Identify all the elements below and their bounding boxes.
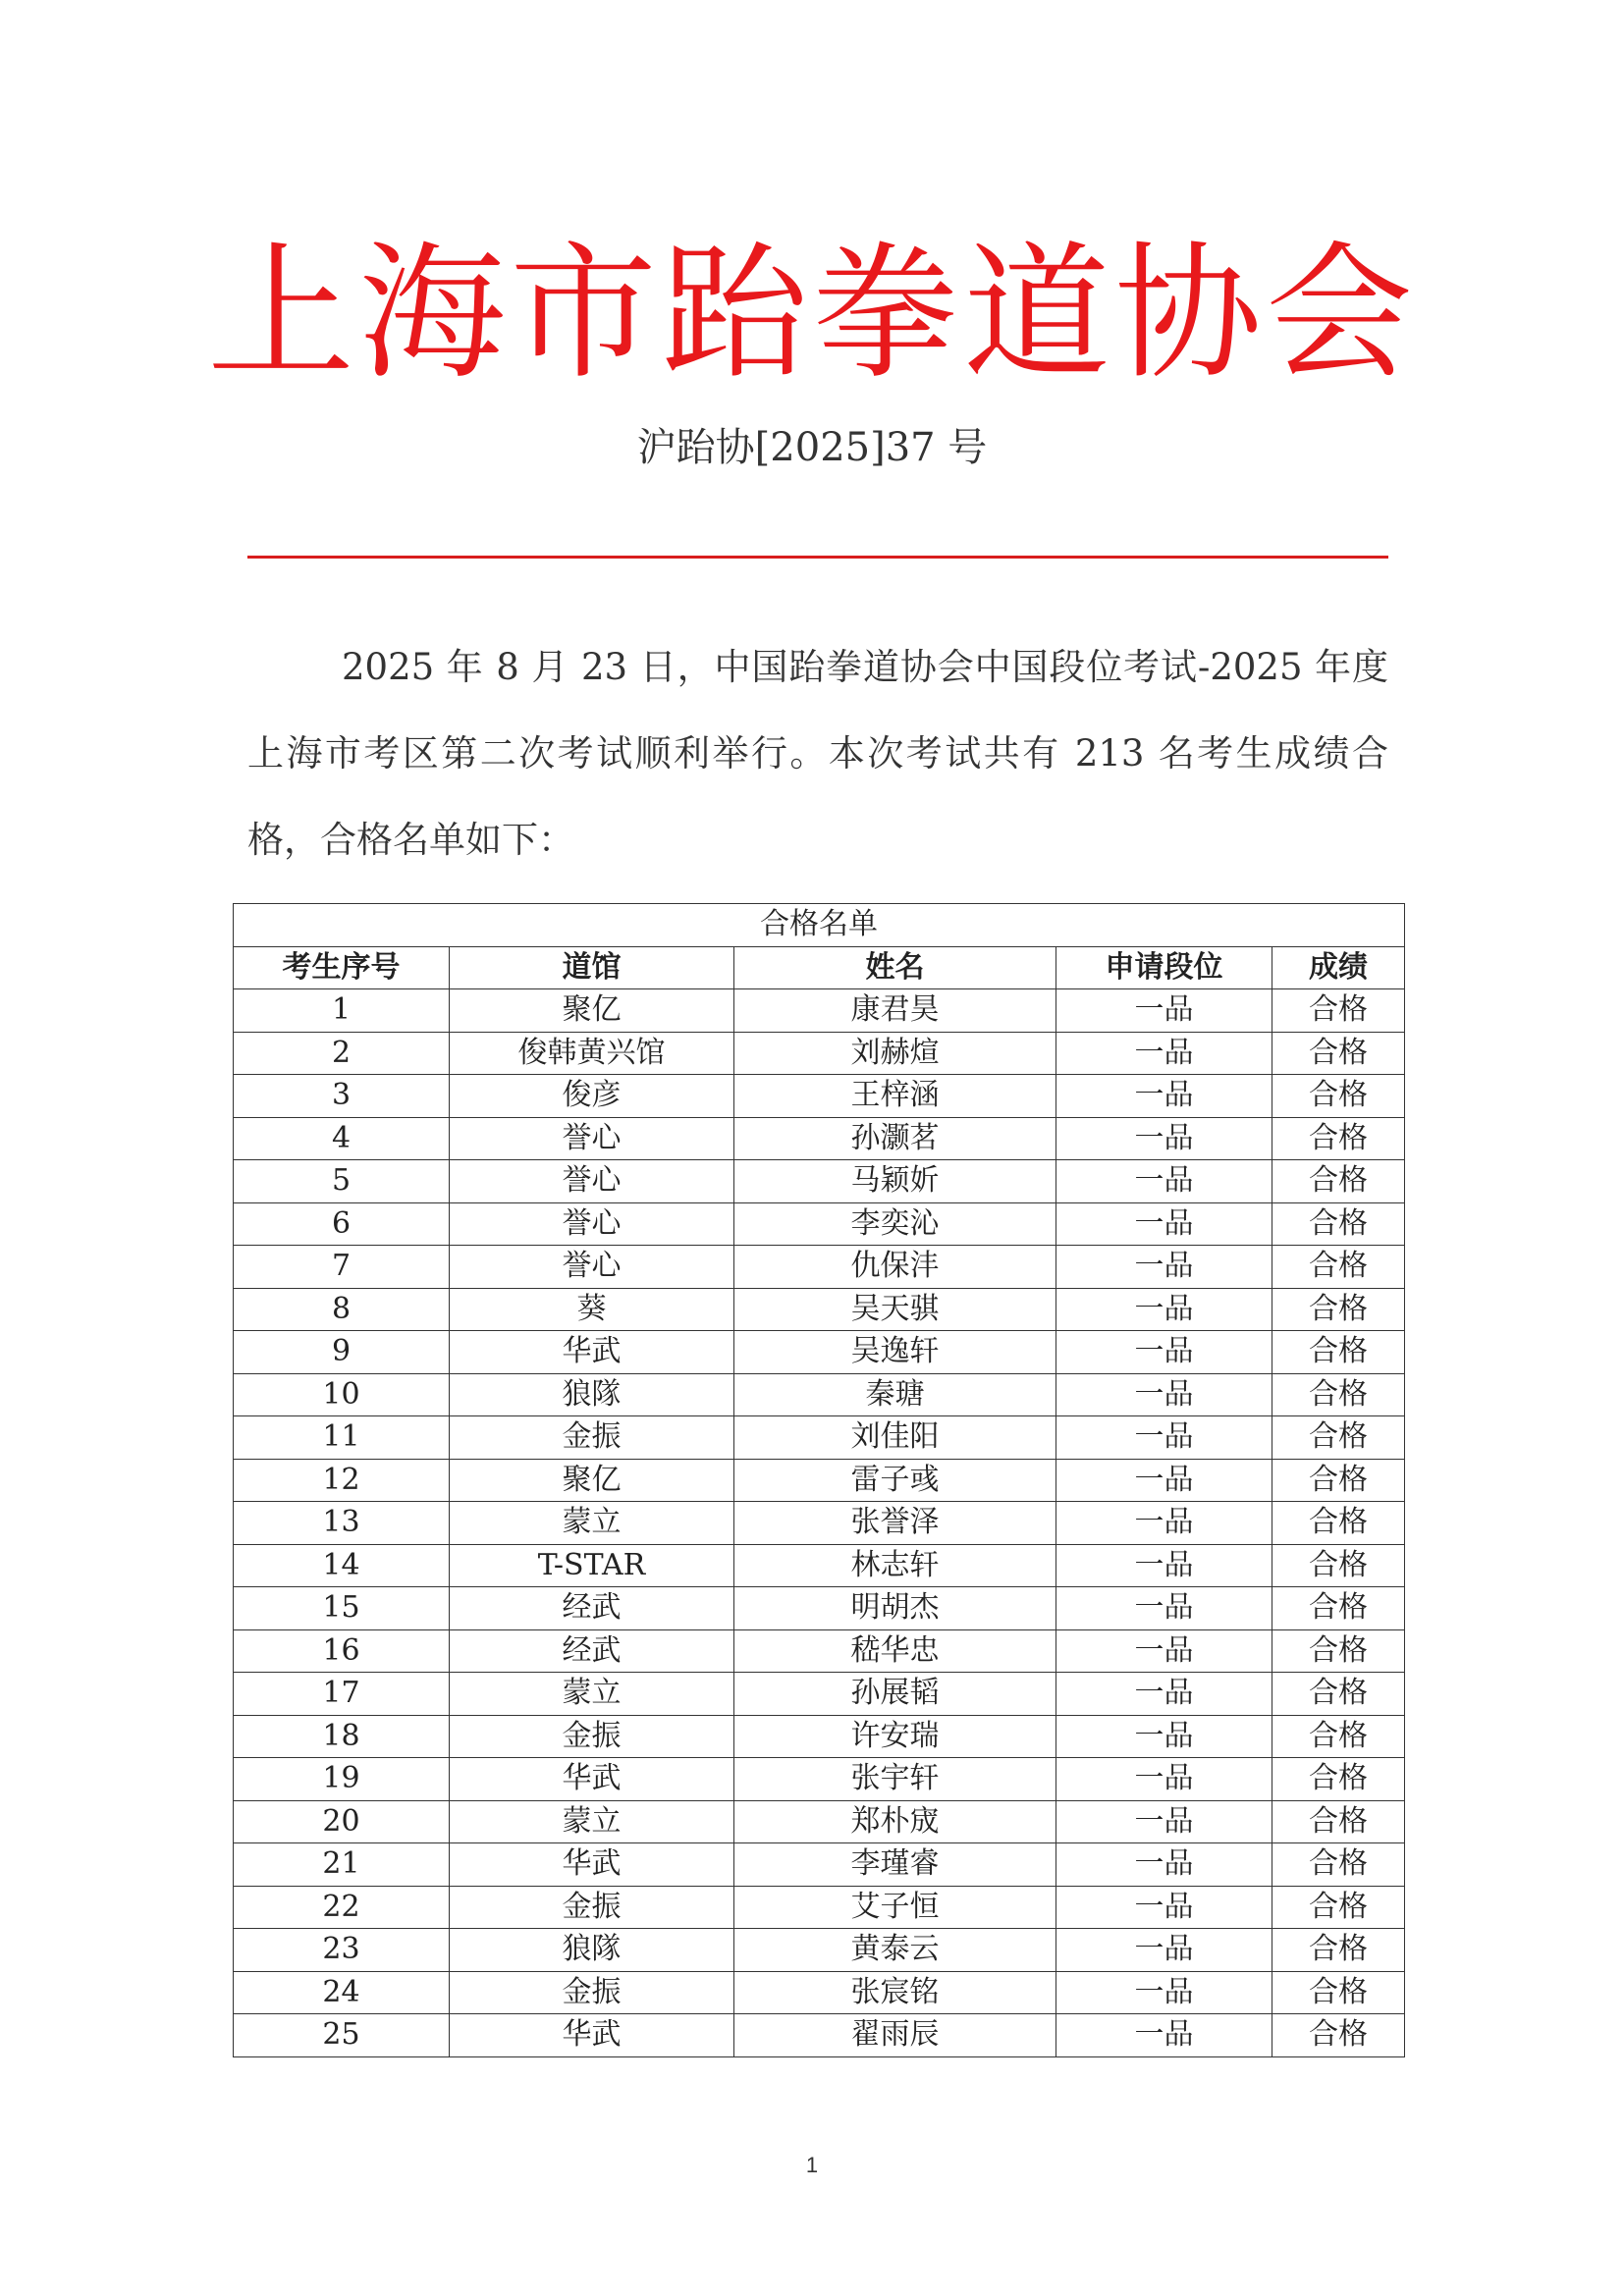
table-row — [234, 1288, 1405, 1331]
table-row — [234, 1629, 1405, 1673]
rank-cell: 一品 — [1056, 1971, 1272, 2014]
dojang-cell: 狼隊 — [450, 1929, 734, 1972]
header-result: 成绩 — [1272, 946, 1405, 989]
name-cell: 孙灏茗 — [734, 1117, 1056, 1160]
red-divider-line — [247, 556, 1388, 559]
exam-number-cell: 13 — [234, 1502, 450, 1545]
dojang-cell: 狼隊 — [450, 1373, 734, 1416]
rank-cell: 一品 — [1056, 1416, 1272, 1460]
name-cell: 许安瑞 — [734, 1715, 1056, 1758]
dojang-cell: 华武 — [450, 1758, 734, 1801]
table-row — [234, 1459, 1405, 1502]
dojang-cell: 华武 — [450, 2014, 734, 2057]
table-row — [234, 989, 1405, 1033]
dojang-cell: 蒙立 — [450, 1502, 734, 1545]
name-cell: 翟雨辰 — [734, 2014, 1056, 2057]
rank-cell: 一品 — [1056, 1331, 1272, 1374]
dojang-cell: 金振 — [450, 1715, 734, 1758]
name-cell: 嵇华忠 — [734, 1629, 1056, 1673]
name-cell: 刘佳阳 — [734, 1416, 1056, 1460]
result-cell: 合格 — [1272, 1331, 1405, 1374]
rank-cell: 一品 — [1056, 1502, 1272, 1545]
header-exam-number: 考生序号 — [234, 946, 450, 989]
result-cell: 合格 — [1272, 1929, 1405, 1972]
exam-number-cell: 5 — [234, 1160, 450, 1203]
exam-number-cell: 11 — [234, 1416, 450, 1460]
exam-number-cell: 12 — [234, 1459, 450, 1502]
name-cell: 郑朴宬 — [734, 1800, 1056, 1843]
name-cell: 黄泰云 — [734, 1929, 1056, 1972]
result-cell: 合格 — [1272, 989, 1405, 1033]
header-dojang: 道馆 — [450, 946, 734, 989]
table-row — [234, 1032, 1405, 1075]
exam-number-cell: 3 — [234, 1075, 450, 1118]
rank-cell: 一品 — [1056, 1629, 1272, 1673]
rank-cell: 一品 — [1056, 1715, 1272, 1758]
dojang-cell: 蒙立 — [450, 1673, 734, 1716]
result-cell: 合格 — [1272, 1843, 1405, 1887]
rank-cell: 一品 — [1056, 2014, 1272, 2057]
result-cell: 合格 — [1272, 1075, 1405, 1118]
dojang-cell: 金振 — [450, 1971, 734, 2014]
dojang-cell: 葵 — [450, 1288, 734, 1331]
exam-number-cell: 22 — [234, 1886, 450, 1929]
result-cell: 合格 — [1272, 1032, 1405, 1075]
table-header-row — [234, 946, 1405, 989]
document-number: 沪跆协[2025]37 号 — [636, 425, 988, 470]
name-cell: 林志轩 — [734, 1544, 1056, 1587]
exam-number-cell: 4 — [234, 1117, 450, 1160]
name-cell: 孙展韬 — [734, 1673, 1056, 1716]
dojang-cell: T-STAR — [450, 1544, 734, 1587]
result-cell: 合格 — [1272, 1373, 1405, 1416]
name-cell: 李奕沁 — [734, 1202, 1056, 1246]
name-cell: 艾子恒 — [734, 1886, 1056, 1929]
result-cell: 合格 — [1272, 1416, 1405, 1460]
exam-number-cell: 2 — [234, 1032, 450, 1075]
intro-paragraph: 2025 年 8 月 23 日，中国跆拳道协会中国段位考试-2025 年度上海市考区第二次考试顺利举行。本次考试共有 213 名考生成绩合格，合格名单如下： — [247, 646, 1388, 861]
rank-cell: 一品 — [1056, 1544, 1272, 1587]
result-cell: 合格 — [1272, 1629, 1405, 1673]
rank-cell: 一品 — [1056, 1117, 1272, 1160]
rank-cell: 一品 — [1056, 1246, 1272, 1289]
table-row — [234, 1160, 1405, 1203]
dojang-cell: 金振 — [450, 1416, 734, 1460]
rank-cell: 一品 — [1056, 1886, 1272, 1929]
header-name: 姓名 — [734, 946, 1056, 989]
table-caption-row — [234, 904, 1405, 947]
exam-number-cell: 16 — [234, 1629, 450, 1673]
organization-title: 上海市跆拳道协会 — [206, 229, 1417, 400]
exam-number-cell: 8 — [234, 1288, 450, 1331]
exam-number-cell: 19 — [234, 1758, 450, 1801]
rank-cell: 一品 — [1056, 1032, 1272, 1075]
dojang-cell: 华武 — [450, 1843, 734, 1887]
name-cell: 张誉泽 — [734, 1502, 1056, 1545]
exam-number-cell: 10 — [234, 1373, 450, 1416]
rank-cell: 一品 — [1056, 1075, 1272, 1118]
table-row — [234, 1246, 1405, 1289]
table-row — [234, 1929, 1405, 1972]
name-cell: 李瑾睿 — [734, 1843, 1056, 1887]
qualified-list-table — [233, 903, 1405, 2057]
name-cell: 刘赫煊 — [734, 1032, 1056, 1075]
name-cell: 仇保沣 — [734, 1246, 1056, 1289]
exam-number-cell: 1 — [234, 989, 450, 1033]
rank-cell: 一品 — [1056, 1843, 1272, 1887]
table-body — [234, 989, 1405, 2057]
table-row — [234, 1416, 1405, 1460]
table-row — [234, 1373, 1405, 1416]
exam-number-cell: 20 — [234, 1800, 450, 1843]
result-cell: 合格 — [1272, 1160, 1405, 1203]
rank-cell: 一品 — [1056, 1929, 1272, 1972]
name-cell: 秦瑭 — [734, 1373, 1056, 1416]
result-cell: 合格 — [1272, 1587, 1405, 1630]
rank-cell: 一品 — [1056, 989, 1272, 1033]
table-row — [234, 1544, 1405, 1587]
exam-number-cell: 18 — [234, 1715, 450, 1758]
result-cell: 合格 — [1272, 1971, 1405, 2014]
rank-cell: 一品 — [1056, 1202, 1272, 1246]
result-cell: 合格 — [1272, 1459, 1405, 1502]
table-row — [234, 2014, 1405, 2057]
name-cell: 雷子彧 — [734, 1459, 1056, 1502]
table-row — [234, 1715, 1405, 1758]
page-number: 1 — [805, 2153, 819, 2177]
rank-cell: 一品 — [1056, 1758, 1272, 1801]
result-cell: 合格 — [1272, 1673, 1405, 1716]
name-cell: 张宇轩 — [734, 1758, 1056, 1801]
table-caption: 合格名单 — [234, 904, 1405, 947]
exam-number-cell: 21 — [234, 1843, 450, 1887]
result-cell: 合格 — [1272, 1202, 1405, 1246]
table-row — [234, 1758, 1405, 1801]
name-cell: 吴逸轩 — [734, 1331, 1056, 1374]
dojang-cell: 聚亿 — [450, 989, 734, 1033]
dojang-cell: 经武 — [450, 1587, 734, 1630]
result-cell: 合格 — [1272, 1288, 1405, 1331]
rank-cell: 一品 — [1056, 1288, 1272, 1331]
exam-number-cell: 7 — [234, 1246, 450, 1289]
result-cell: 合格 — [1272, 1117, 1405, 1160]
dojang-cell: 誉心 — [450, 1202, 734, 1246]
dojang-cell: 俊彦 — [450, 1075, 734, 1118]
result-cell: 合格 — [1272, 1715, 1405, 1758]
exam-number-cell: 23 — [234, 1929, 450, 1972]
rank-cell: 一品 — [1056, 1800, 1272, 1843]
name-cell: 吴天骐 — [734, 1288, 1056, 1331]
name-cell: 张宸铭 — [734, 1971, 1056, 2014]
name-cell: 明胡杰 — [734, 1587, 1056, 1630]
rank-cell: 一品 — [1056, 1459, 1272, 1502]
name-cell: 王梓涵 — [734, 1075, 1056, 1118]
rank-cell: 一品 — [1056, 1160, 1272, 1203]
table-row — [234, 1886, 1405, 1929]
exam-number-cell: 9 — [234, 1331, 450, 1374]
exam-number-cell: 14 — [234, 1544, 450, 1587]
exam-number-cell: 6 — [234, 1202, 450, 1246]
exam-number-cell: 17 — [234, 1673, 450, 1716]
table-row — [234, 1971, 1405, 2014]
table-row — [234, 1502, 1405, 1545]
table-row — [234, 1117, 1405, 1160]
result-cell: 合格 — [1272, 1502, 1405, 1545]
result-cell: 合格 — [1272, 1758, 1405, 1801]
result-cell: 合格 — [1272, 1544, 1405, 1587]
dojang-cell: 金振 — [450, 1886, 734, 1929]
rank-cell: 一品 — [1056, 1673, 1272, 1716]
exam-number-cell: 25 — [234, 2014, 450, 2057]
dojang-cell: 华武 — [450, 1331, 734, 1374]
table-row — [234, 1587, 1405, 1630]
table-row — [234, 1800, 1405, 1843]
result-cell: 合格 — [1272, 1886, 1405, 1929]
exam-number-cell: 24 — [234, 1971, 450, 2014]
result-cell: 合格 — [1272, 2014, 1405, 2057]
table-row — [234, 1202, 1405, 1246]
result-cell: 合格 — [1272, 1800, 1405, 1843]
exam-number-cell: 15 — [234, 1587, 450, 1630]
dojang-cell: 蒙立 — [450, 1800, 734, 1843]
name-cell: 马颖妡 — [734, 1160, 1056, 1203]
dojang-cell: 誉心 — [450, 1246, 734, 1289]
dojang-cell: 俊韩黄兴馆 — [450, 1032, 734, 1075]
table-row — [234, 1075, 1405, 1118]
dojang-cell: 聚亿 — [450, 1459, 734, 1502]
rank-cell: 一品 — [1056, 1587, 1272, 1630]
dojang-cell: 誉心 — [450, 1160, 734, 1203]
dojang-cell: 誉心 — [450, 1117, 734, 1160]
name-cell: 康君昊 — [734, 989, 1056, 1033]
header-rank-applied: 申请段位 — [1056, 946, 1272, 989]
rank-cell: 一品 — [1056, 1373, 1272, 1416]
dojang-cell: 经武 — [450, 1629, 734, 1673]
result-cell: 合格 — [1272, 1246, 1405, 1289]
table-row — [234, 1331, 1405, 1374]
table-row — [234, 1843, 1405, 1887]
table-row — [234, 1673, 1405, 1716]
